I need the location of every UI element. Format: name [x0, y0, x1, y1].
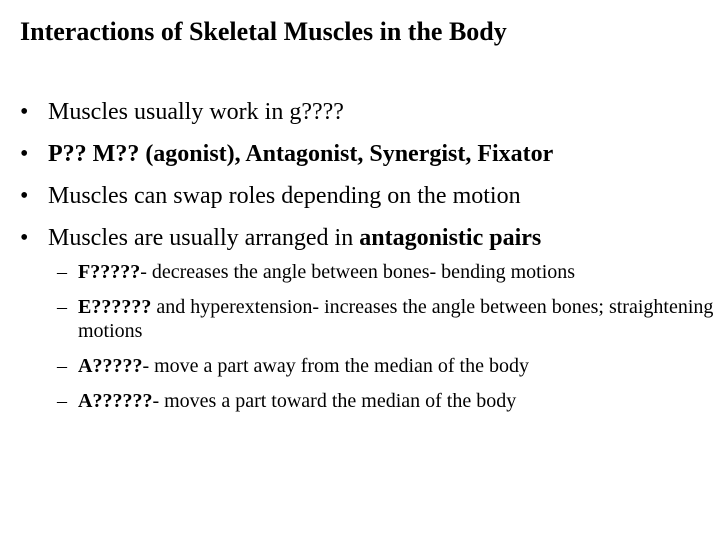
bullet-marker: •: [20, 225, 29, 251]
bullet-item: [20, 97, 710, 127]
sub-bullet-item: [57, 260, 717, 284]
term-definition: - moves a part toward the median of the body: [152, 390, 517, 412]
bullet-text: Muscles can swap roles depending on the motion: [48, 183, 521, 209]
term-bold: E??????: [78, 296, 152, 318]
bullet-marker: •: [20, 183, 29, 209]
bullet-item: [20, 139, 710, 169]
bullet-marker: •: [20, 99, 29, 125]
dash-marker: –: [57, 355, 67, 377]
slide-title: Interactions of Skeletal Muscles in the Body: [20, 17, 507, 46]
dash-marker: –: [57, 390, 67, 412]
bullet-marker: •: [20, 141, 29, 167]
bullet-item: [20, 223, 710, 253]
bullet-item: [20, 181, 710, 211]
term-definition: - decreases the angle between bones- bending motions: [140, 261, 576, 283]
sub-bullet-list: [57, 260, 717, 424]
dash-marker: –: [57, 296, 67, 318]
term-bold: F?????: [78, 261, 141, 283]
bullet-text: Muscles are usually arranged in: [48, 225, 360, 251]
term-definition: and hyperextension- increases the angle between bones; straightening motions: [78, 296, 714, 342]
bullet-text: Muscles usually work in g????: [48, 99, 344, 125]
sub-bullet-item: [57, 295, 717, 343]
term-definition: - move a part away from the median of the body: [142, 355, 529, 377]
bullet-list: [20, 97, 710, 265]
term-bold: A?????: [78, 355, 143, 377]
term-bold: A??????: [78, 390, 153, 412]
bullet-bold-text: P?? M?? (agonist), Antagonist, Synergist, Fixator: [48, 141, 554, 167]
sub-bullet-item: [57, 389, 717, 413]
bullet-bold-text: antagonistic pairs: [359, 225, 542, 251]
sub-bullet-item: [57, 354, 717, 378]
dash-marker: –: [57, 261, 67, 283]
